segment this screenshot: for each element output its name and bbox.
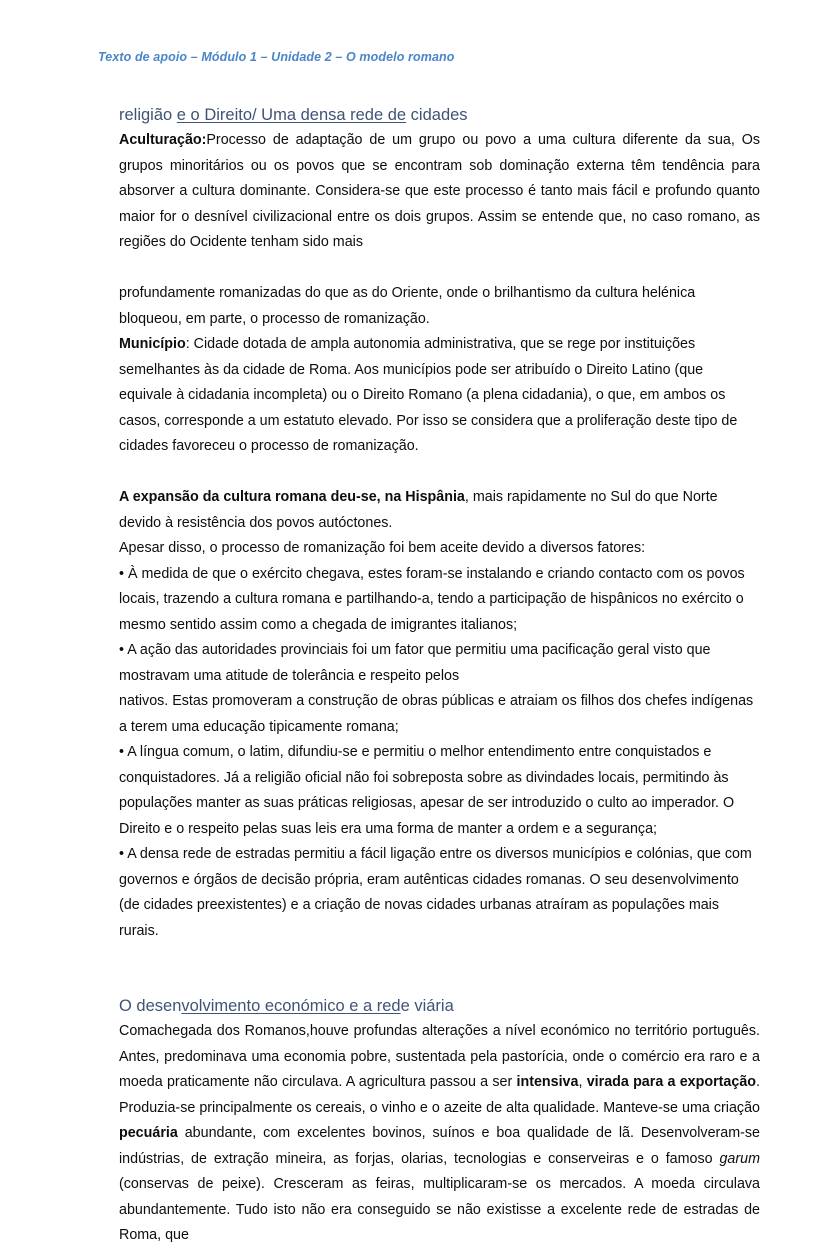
section-heading-religiao xyxy=(119,103,760,128)
desen-part1: Comachegada dos Romanos,houve profundas alterações a nível económico no território português. Antes, predominava uma economia pobre, sustentada pela pastorícia, onde o comércio era raro e a moeda praticamente não circulava. A agricultura passou a ser xyxy=(119,1023,760,1090)
list-item: • A língua comum, o latim, difundiu-se e permitiu o melhor entendimento entre conquistados e conquistadores. Já a religião oficial não foi sobreposta sobre as divindades locais, permitindo às populações manter as suas práticas religiosas, apesar de ser introduzido o culto ao imperador. O Direito e o respeito pelas suas leis era uma forma de manter a ordem e a segurança; xyxy=(119,744,735,837)
running-header-text: Texto de apoio – Módulo 1 – Unidade 2 – O modelo romano xyxy=(98,50,455,64)
heading2-underlined: volvimento económico e a red xyxy=(181,997,401,1015)
desen-italic-garum: garum xyxy=(719,1150,760,1167)
section-heading-desenvolvimento xyxy=(119,994,760,1019)
paragraph-expansao xyxy=(119,485,760,536)
lead-expansao: A expansão da cultura romana deu-se, na Hispânia xyxy=(119,489,465,505)
paragraph-aculturacao-text: Processo de adaptação de um grupo ou povo a uma cultura diferente da sua, Os grupos minoritários ou os povos que se encontram sob dominação externa têm tendência para absorver a cultura dominante. Considera-se que este processo é tanto mais fácil e profundo quanto maior for o desnível civilizacional entre os dois grupos. Assim se entende que, no caso romano, as regiões do Ocidente tenham sido mais xyxy=(119,132,760,250)
paragraph-apesar-disso: Apesar disso, o processo de romanização foi bem aceite devido a diversos fatores: xyxy=(119,540,646,556)
desen-bold-intensiva: intensiva xyxy=(516,1074,579,1090)
paragraph-aculturacao xyxy=(119,128,760,256)
paragraph-gap-2 xyxy=(119,460,760,486)
paragraph-gap-1 xyxy=(119,256,760,282)
desen-bold-pecuaria: pecuária xyxy=(119,1125,178,1141)
heading-underlined: e o Direito/ Uma densa rede de xyxy=(176,106,407,124)
list-item: • A ação das autoridades provinciais foi um fator que permitiu uma pacificação geral visto que mostravam uma atitude de tolerância e respeito pelos xyxy=(119,642,711,684)
desen-part4: abundante, com excelentes bovinos, suínos e boa qualidade de lã. Desenvolveram-se indústrias, de extração mineira, as forjas, olarias, tecnologias e conserveiras e o famoso xyxy=(119,1125,760,1167)
desen-part5: (conservas de peixe). Cresceram as feiras, multiplicaram-se os mercados. A moeda circulava abundantemente. Tudo isto não era conseguido se não existisse a excelente rede de estradas de Roma, que xyxy=(119,1176,760,1243)
paragraph-municipio-text: : Cidade dotada de ampla autonomia administrativa, que se rege por instituições semelhantes às da cidade de Roma. Aos municípios pode ser atribuído o Direito Latino (que equivale à cidadania incompleta) ou o Direito Romano (a plena cidadania), o que, em ambos os casos, corresponde a um estatuto elevado. Por isso se considera que a proliferação deste tipo de cidades favoreceu o processo de romanização. xyxy=(119,336,738,454)
heading2-suffix: e viária xyxy=(400,997,454,1015)
desen-bold-exportacao: virada para a exportação xyxy=(586,1074,757,1090)
document-body xyxy=(119,103,760,1249)
term-aculturacao: Aculturação: xyxy=(119,132,207,148)
paragraph-desenvolvimento xyxy=(119,1019,760,1249)
list-item: • À medida de que o exército chegava, estes foram-se instalando e criando contacto com os povos locais, trazendo a cultura romana e partilhando-a, tendo a participação de hispânicos no exército o mesmo sentido assim como a chegada de imigrantes italianos; xyxy=(119,565,745,633)
desen-part2: , xyxy=(578,1074,587,1090)
heading-prefix: religião xyxy=(119,106,177,124)
heading2-prefix: O desen xyxy=(119,997,182,1015)
running-header xyxy=(98,50,454,64)
list-item: • A densa rede de estradas permitiu a fácil ligação entre os diversos municípios e colónias, que com governos e órgãos de decisão própria, eram autênticas cidades romanas. O seu desenvolvimento (de cidades preexistentes) e a criação de novas cidades urbanas atraíram as populações mais rurais. xyxy=(119,846,752,939)
list-item: nativos. Estas promoveram a construção de obras públicas e atraiam os filhos dos chefes indígenas a terem uma educação tipicamente romana; xyxy=(119,693,754,735)
heading-suffix: cidades xyxy=(406,106,468,124)
paragraph-municipio xyxy=(119,332,760,460)
desen-part3: . Produzia-se principalmente os cereais, o vinho e o azeite de alta qualidade. Manteve-se uma criação xyxy=(119,1074,760,1116)
paragraph-profundamente: profundamente romanizadas do que as do Oriente, onde o brilhantismo da cultura helénica bloqueou, em parte, o processo de romanização. xyxy=(119,285,696,327)
paragraph-expansao-text: , mais rapidamente no Sul do que Norte devido à resistência dos povos autóctones. xyxy=(119,489,718,531)
term-municipio: Município xyxy=(119,336,186,352)
section-gap xyxy=(119,944,760,994)
